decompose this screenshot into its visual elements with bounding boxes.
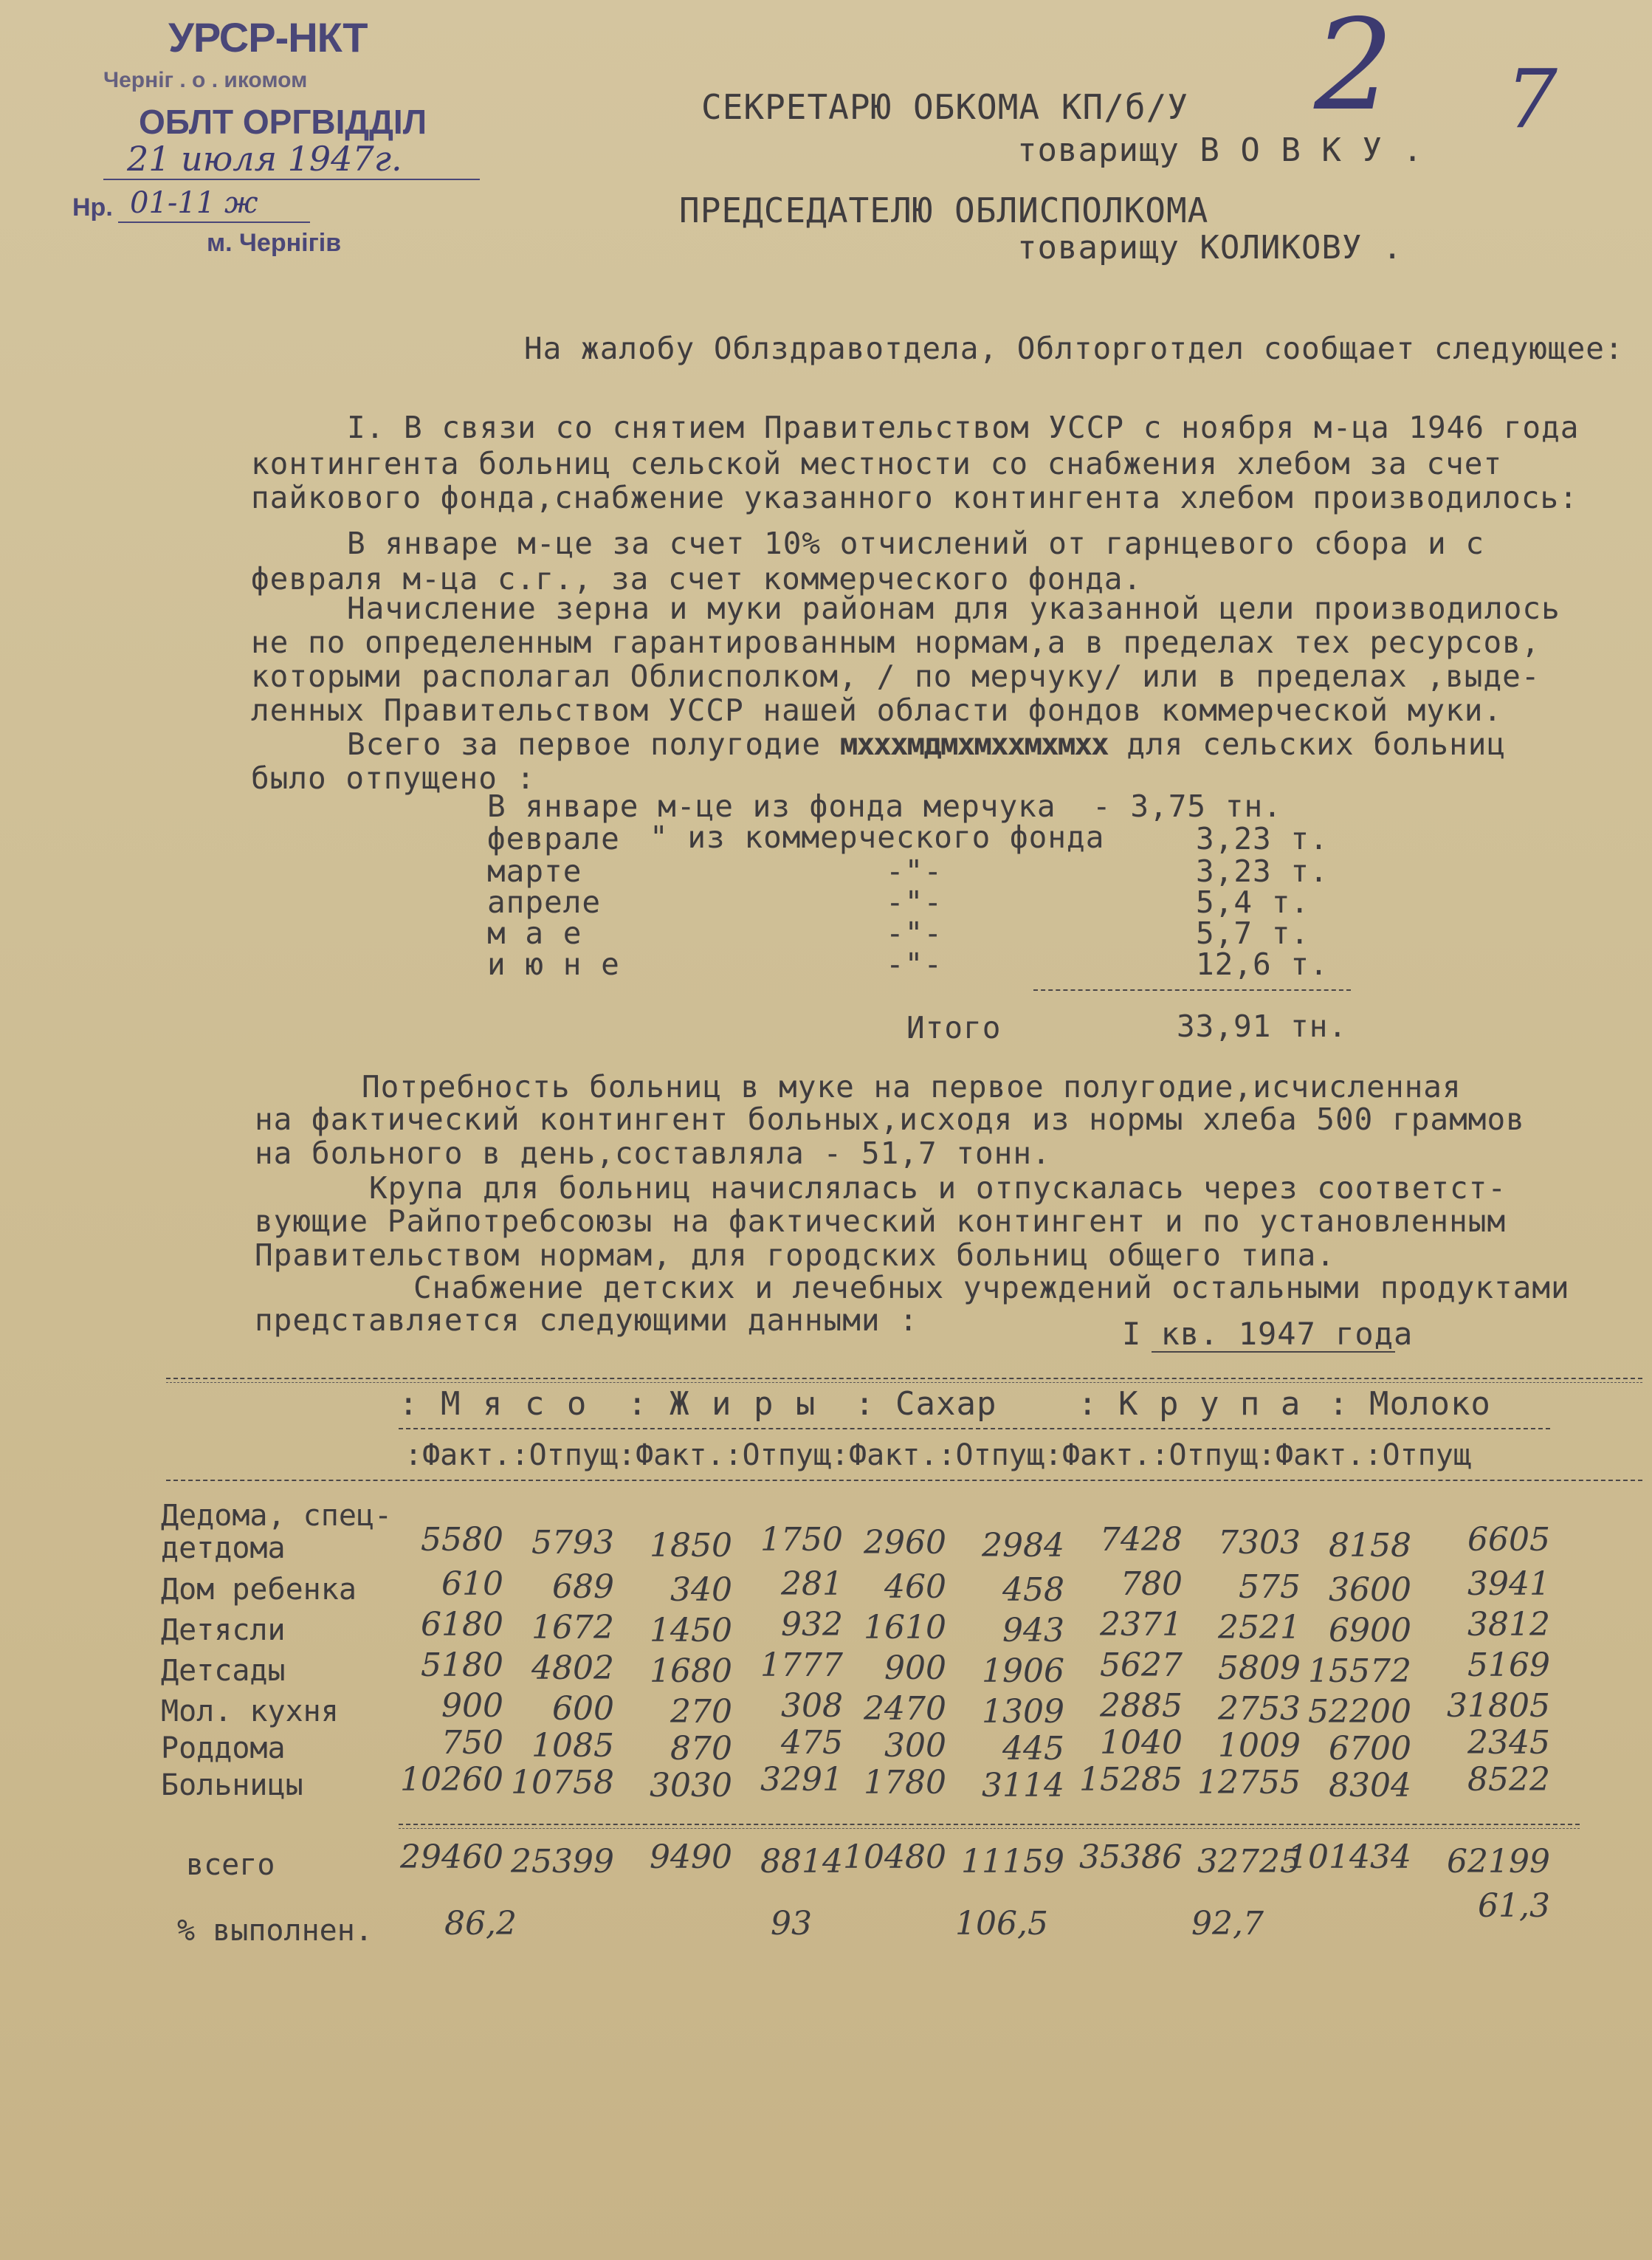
table-cell: 689 [552, 1568, 614, 1606]
table-group-fats: : Ж и р ы [627, 1385, 817, 1423]
stamp-number-label: Нр. [72, 193, 113, 221]
stamp-line-3: ОБЛТ ОРГВІДДІЛ [139, 103, 427, 141]
table-cell: 1777 [760, 1646, 843, 1684]
table-total-cell: 10480 [843, 1838, 946, 1876]
table-group-milk: : Молоко [1329, 1385, 1491, 1423]
flour-row-label: феврале [487, 821, 620, 856]
table-total-label: всего [186, 1848, 275, 1882]
table-cell: 932 [781, 1606, 843, 1644]
flour-row-value: - 3,75 тн. [1092, 789, 1282, 824]
table-cell: 1610 [864, 1609, 946, 1646]
table-cell: 6605 [1467, 1521, 1550, 1559]
flour-row-label: апреле [487, 885, 602, 920]
cereal-line-3: Правительством нормам, для городских больниц общего типа. [255, 1237, 1335, 1273]
flour-row-source: -"- [886, 947, 943, 982]
handwritten-mark-large: 2 [1314, 0, 1394, 139]
table-cell: 3600 [1329, 1571, 1411, 1609]
flour-row-value: 5,7 т. [1196, 916, 1310, 951]
paragraph-2-line-1: В январе м-це за счет 10% отчислений от гарнцевого сбора и с [347, 526, 1485, 561]
table-row-label: Больницы [161, 1768, 303, 1802]
stamp-line-2: Черніг . о . икомом [103, 68, 308, 92]
paragraph-1-line-1: I. В связи со снятием Правительством УССР с ноября м-ца 1946 года [347, 410, 1580, 445]
table-total-cell: 25399 [511, 1843, 614, 1881]
handwritten-mark-small: 7 [1506, 52, 1558, 146]
flour-row-label: и ю н е [487, 947, 620, 982]
paragraph-3-line-2: не по определенным гарантированным нормам,а в пределах тех ресурсов, [251, 625, 1541, 660]
stamp-date-underline [103, 179, 480, 180]
table-cell: 5793 [531, 1524, 614, 1562]
table-cell: 3812 [1467, 1606, 1550, 1644]
table-cell: 281 [781, 1565, 843, 1603]
table-cell: 1850 [650, 1527, 732, 1565]
table-cell: 475 [781, 1724, 843, 1762]
table-mid-rule [399, 1428, 1550, 1429]
table-quarter-caption: I кв. 1947 года [1122, 1316, 1414, 1352]
table-percent-cell: 106,5 [955, 1905, 1048, 1943]
stamp-number-underline [118, 221, 310, 223]
table-percent-cell: 61,3 [1478, 1887, 1550, 1925]
table-cell: 1040 [1100, 1724, 1183, 1762]
table-cell: 1672 [531, 1609, 614, 1646]
table-cell: 3030 [650, 1767, 732, 1804]
table-cell: 7303 [1218, 1524, 1301, 1562]
table-cell: 1906 [982, 1652, 1064, 1690]
table-cell: 900 [441, 1687, 503, 1725]
paragraph-1-line-2: контингента больниц сельской местности со снабжения хлебом за счет [251, 446, 1503, 481]
flour-row-label: м а е [487, 916, 582, 951]
table-cell: 2345 [1467, 1724, 1550, 1762]
flour-row-value: 3,23 т. [1196, 853, 1329, 889]
table-cell: 8158 [1329, 1527, 1411, 1565]
table-cell: 52200 [1308, 1693, 1411, 1731]
flour-row-value: 12,6 т. [1196, 947, 1329, 982]
addressee-line-3: ПРЕДСЕДАТЕЛЮ ОБЛИСПОЛКОМА [679, 190, 1209, 230]
addressee-line-2: товарищу В О В К У . [1017, 131, 1423, 169]
table-row-label: Дом ребенка [161, 1573, 357, 1607]
table-percent-cell: 92,7 [1191, 1905, 1264, 1943]
paragraph-3-line-3: которыми располагал Облисполком, / по мерчуку/ или в пределах ,выде- [251, 659, 1541, 694]
addressee-line-1: СЕКРЕТАРЮ ОБКОМА КП/б/У [701, 87, 1188, 127]
table-total-cell: 9490 [650, 1838, 732, 1876]
table-total-cell: 101434 [1287, 1838, 1411, 1876]
table-cell: 6180 [421, 1606, 503, 1644]
table-cell: 4802 [531, 1649, 614, 1687]
quarter-underline [1152, 1351, 1395, 1353]
table-percent-cell: 86,2 [444, 1905, 517, 1943]
table-cell: 7428 [1100, 1521, 1183, 1559]
table-cell: 780 [1121, 1565, 1183, 1603]
table-cell: 8304 [1329, 1767, 1411, 1804]
paragraph-4-line-1 [347, 727, 1506, 762]
table-cell: 870 [670, 1730, 732, 1768]
table-group-sugar: : Сахар [855, 1385, 997, 1423]
table-cell: 308 [781, 1687, 843, 1725]
flour-total-label: Итого [906, 1010, 1002, 1045]
stamp-date: 21 июля 1947г. [127, 139, 402, 179]
table-total-cell: 29460 [400, 1838, 503, 1876]
flour-row-value: 3,23 т. [1196, 821, 1329, 856]
table-row-label: Детясли [161, 1613, 286, 1647]
table-row-label: Мол. кухня [161, 1694, 339, 1728]
need-line-1: Потребность больниц в муке на первое полугодие,исчисленная [362, 1069, 1462, 1105]
table-cell: 5169 [1467, 1646, 1550, 1684]
table-total-cell: 62199 [1447, 1843, 1550, 1881]
table-cell: 3941 [1467, 1565, 1550, 1603]
table-cell: 340 [670, 1571, 732, 1609]
table-cell: 1309 [982, 1693, 1064, 1731]
cereal-line-1: Крупа для больниц начислялась и отпускалась через соответст- [369, 1170, 1507, 1206]
flour-row-source: -"- [886, 885, 943, 920]
table-cell: 900 [884, 1649, 946, 1687]
paragraph-1-line-3: пайкового фонда,снабжение указанного контингента хлебом производилось: [251, 480, 1578, 515]
table-cell: 610 [441, 1565, 503, 1603]
paragraph-4-text-b: для сельских больниц [1107, 727, 1507, 762]
table-cell: 10758 [511, 1764, 614, 1802]
table-cell: 31805 [1447, 1687, 1550, 1725]
table-cell: 2521 [1218, 1609, 1301, 1646]
table-cell: 6700 [1329, 1730, 1411, 1768]
table-total-cell: 32725 [1197, 1843, 1301, 1881]
table-top-rule-2 [166, 1382, 1642, 1383]
table-total-rule-2 [399, 1828, 1580, 1829]
table-cell: 2470 [864, 1690, 946, 1728]
table-cell: 575 [1239, 1568, 1301, 1606]
table-header-bottom-rule [166, 1480, 1642, 1481]
table-row-label: Роддома [161, 1731, 286, 1765]
table-percent-cell: 93 [771, 1905, 812, 1943]
table-cell: 1085 [531, 1727, 614, 1765]
table-cell: 1750 [760, 1521, 843, 1559]
table-cell: 2885 [1100, 1687, 1183, 1725]
addressee-line-4: товарищу КОЛИКОВУ . [1017, 229, 1403, 267]
table-cell: 445 [1002, 1730, 1064, 1768]
stamp-city: м. Чернігів [207, 229, 342, 257]
need-line-3: на больного в день,составляла - 51,7 тонн. [255, 1136, 1051, 1171]
stamp-line-1: УРСР-НКТ [168, 14, 368, 61]
cereal-line-2: вующие Райпотребсоюзы на фактический контингент и по установленным [255, 1203, 1507, 1239]
table-cell: 600 [552, 1690, 614, 1728]
paragraph-4-line-2: было отпущено : [251, 760, 536, 796]
paragraph-4-text-a: Всего за первое полугодие [347, 727, 840, 762]
table-cell: 6900 [1329, 1612, 1411, 1649]
flour-row-source: " из коммерческого фонда [650, 820, 1105, 855]
table-cell: 2960 [864, 1524, 946, 1562]
table-row-label: Дедома, спец- [161, 1499, 393, 1533]
table-cell: 460 [884, 1568, 946, 1606]
flour-row-value: 5,4 т. [1196, 885, 1310, 920]
table-group-cereals: : К р у п а [1078, 1385, 1301, 1423]
flour-row-label: В январе м-це из фонда мерчука [487, 789, 1056, 824]
table-row-label-cont: детдома [161, 1531, 286, 1565]
table-cell: 458 [1002, 1571, 1064, 1609]
need-line-2: на фактический контингент больных,исходя из нормы хлеба 500 граммов [255, 1102, 1525, 1137]
table-cell: 5180 [421, 1646, 503, 1684]
flour-total-value: 33,91 тн. [1177, 1009, 1348, 1044]
paragraph-4-strikeout: мхххмдмхмххмхмхх [839, 727, 1108, 762]
table-cell: 270 [670, 1693, 732, 1731]
table-total-cell: 11159 [961, 1843, 1064, 1881]
table-cell: 5580 [421, 1521, 503, 1559]
paragraph-2-line-2: февраля м-ца с.г., за счет коммерческого фонда. [251, 561, 1143, 597]
table-total-rule [399, 1824, 1580, 1825]
table-cell: 1780 [864, 1764, 946, 1802]
table-top-rule [166, 1378, 1642, 1379]
table-cell: 300 [884, 1727, 946, 1765]
table-cell: 3291 [760, 1761, 843, 1799]
flour-row-label: марте [487, 853, 582, 889]
table-cell: 1009 [1218, 1727, 1301, 1765]
table-cell: 1680 [650, 1652, 732, 1690]
table-cell: 2984 [982, 1527, 1064, 1565]
table-subheader: :Факт.:Отпущ:Факт.:Отпущ:Факт.:Отпущ:Факт.:Отпущ:Факт.:Отпущ [405, 1438, 1471, 1472]
table-percent-label: % выполнен. [177, 1914, 373, 1948]
intro-line: На жалобу Облздравотдела, Облторготдел сообщает следующее: [524, 331, 1624, 366]
table-total-cell: 8814 [760, 1843, 843, 1881]
flour-row-source: -"- [886, 853, 943, 889]
flour-total-rule [1033, 989, 1351, 991]
paragraph-3-line-4: ленных Правительством УССР нашей области фондов коммерческой муки. [251, 693, 1503, 728]
table-cell: 2753 [1218, 1690, 1301, 1728]
table-cell: 2371 [1100, 1606, 1183, 1644]
table-row-label: Детсады [161, 1654, 286, 1688]
table-cell: 15285 [1079, 1761, 1183, 1799]
table-cell: 12755 [1197, 1764, 1301, 1802]
stamp-number-value: 01-11 ж [130, 186, 258, 220]
table-cell: 750 [441, 1724, 503, 1762]
table-cell: 5809 [1218, 1649, 1301, 1687]
table-cell: 3114 [982, 1767, 1064, 1804]
paragraph-3-line-1: Начисление зерна и муки районам для указанной цели производилось [347, 591, 1560, 626]
table-cell: 8522 [1467, 1761, 1550, 1799]
table-cell: 10260 [400, 1761, 503, 1799]
table-cell: 1450 [650, 1612, 732, 1649]
table-cell: 15572 [1308, 1652, 1411, 1690]
table-cell: 5627 [1100, 1646, 1183, 1684]
supply-line-2: представляется следующими данными : [255, 1302, 918, 1338]
supply-line-1: Снабжение детских и лечебных учреждений остальными продуктами [413, 1270, 1570, 1305]
flour-row-source: -"- [886, 916, 943, 951]
table-cell: 943 [1002, 1612, 1064, 1649]
table-group-meat: : М я с о [399, 1385, 588, 1423]
table-total-cell: 35386 [1079, 1838, 1183, 1876]
